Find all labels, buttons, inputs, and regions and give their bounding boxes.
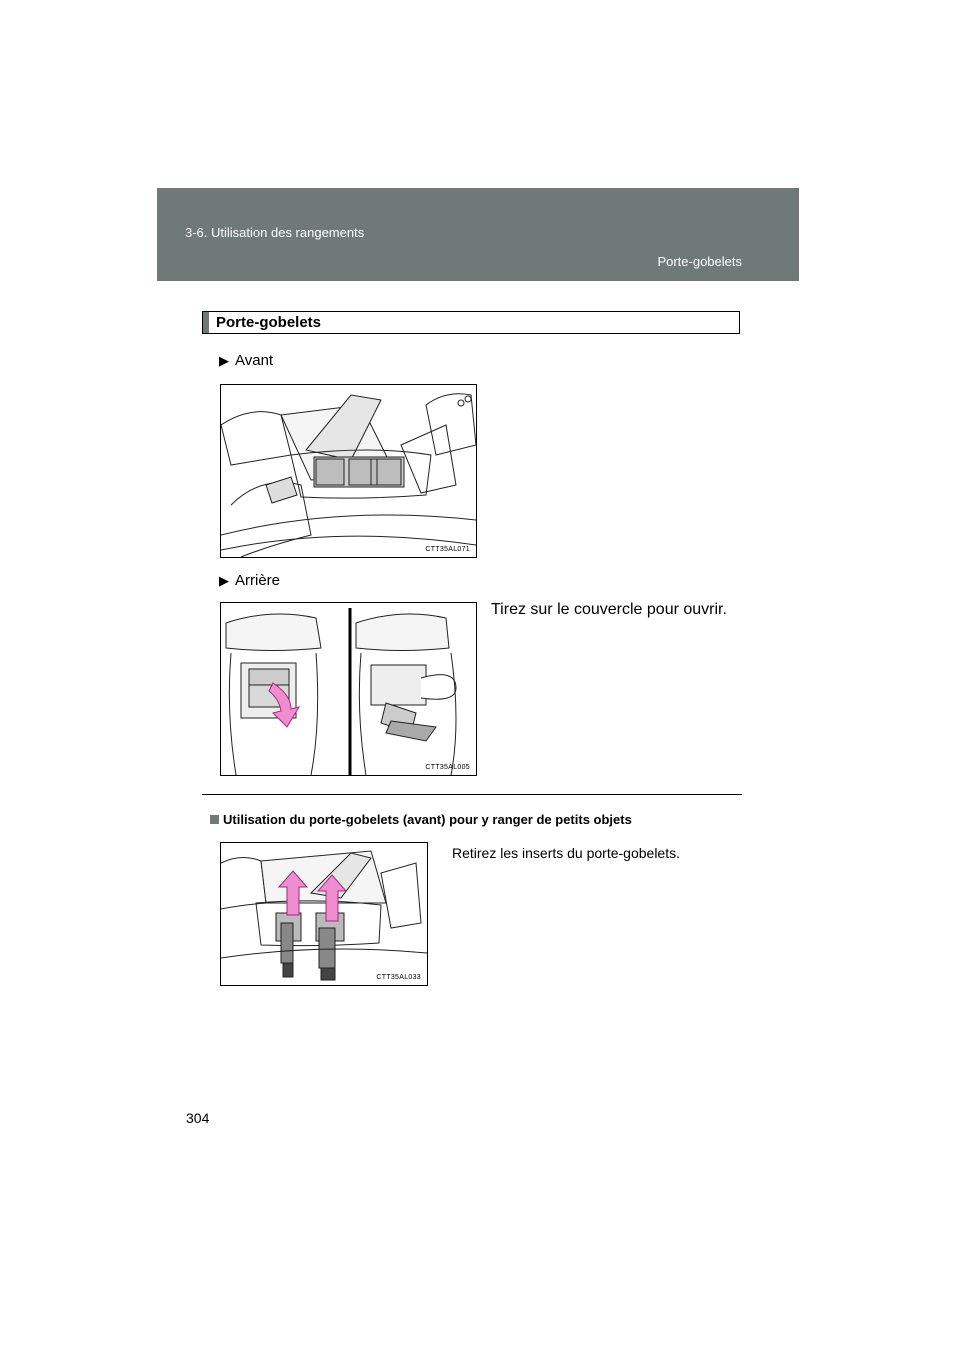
square-bullet-icon — [210, 815, 219, 824]
subsection-heading-text: Utilisation du porte-gobelets (avant) pour y ranger de petits objets — [223, 812, 632, 827]
topic-title: Porte-gobelets — [657, 254, 742, 269]
inserts-figure — [220, 842, 428, 986]
section-title: 3-6. Utilisation des rangements — [185, 225, 365, 240]
section-title-bar — [202, 311, 740, 334]
front-cupholder-figure — [220, 384, 477, 558]
front-label-text: Avant — [235, 352, 274, 369]
rear-cupholder-figure — [220, 602, 477, 776]
rear-instruction: Tirez sur le couvercle pour ouvrir. — [491, 601, 727, 618]
page-header — [157, 188, 799, 281]
subsection-text: Retirez les inserts du porte-gobelets. — [452, 845, 680, 861]
front-label — [219, 352, 273, 369]
page-number: 304 — [186, 1110, 210, 1126]
title-marker — [203, 312, 209, 333]
rear-label-text: Arrière — [235, 572, 281, 589]
figure-code: CTT35AL071 — [425, 546, 470, 553]
divider — [202, 794, 742, 795]
subsection-heading — [210, 812, 632, 827]
rear-label — [219, 572, 280, 589]
triangle-right-icon: ▶ — [219, 353, 229, 368]
figure-code: CTT35AL033 — [376, 974, 421, 981]
triangle-right-icon: ▶ — [219, 573, 229, 588]
page-title: Porte-gobelets — [216, 314, 322, 331]
figure-code: CTT35AL005 — [425, 764, 470, 771]
